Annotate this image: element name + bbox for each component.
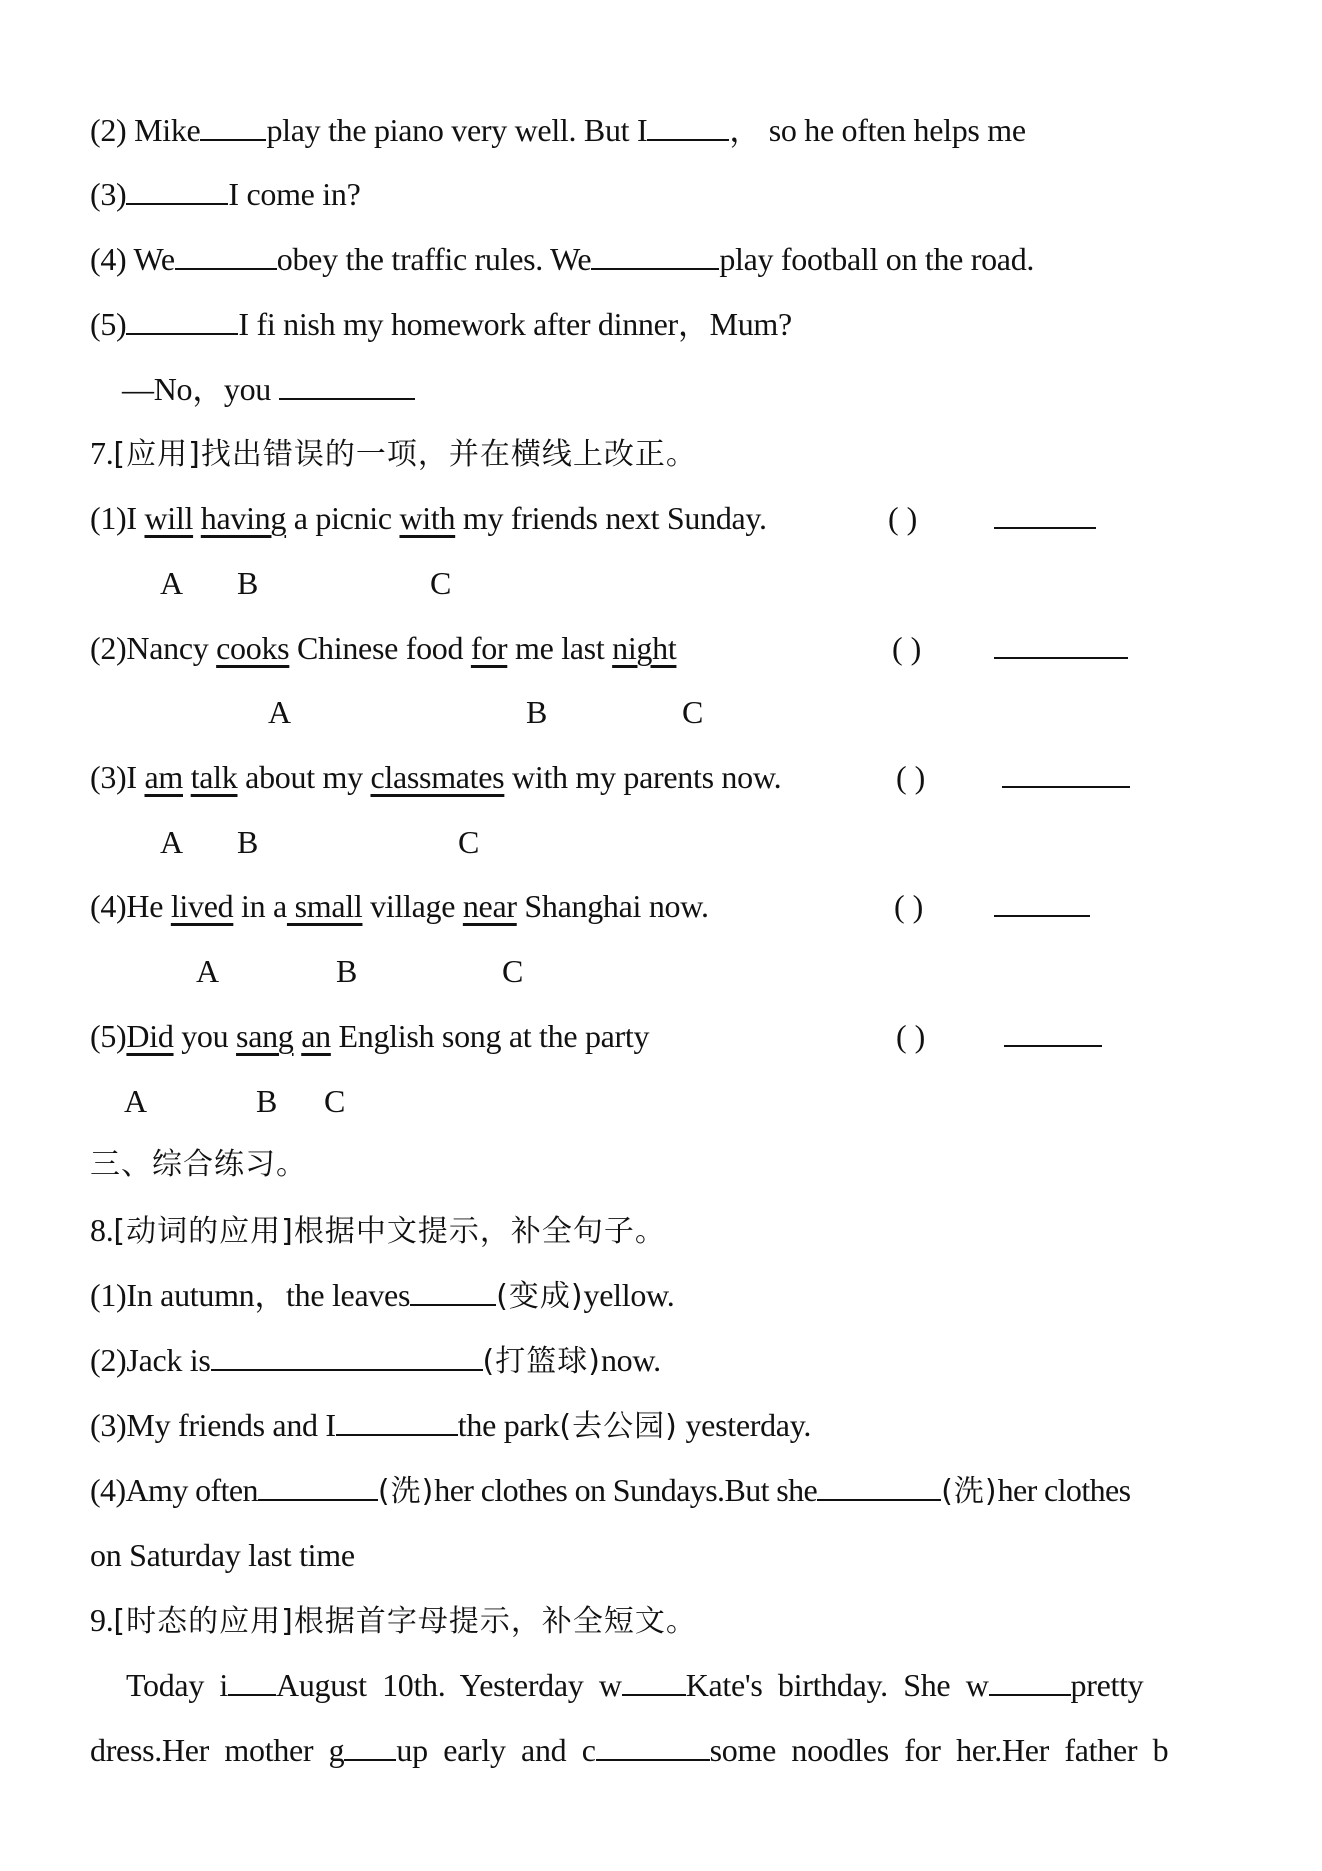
answer-paren[interactable]: ( ) (892, 630, 922, 666)
q8-sentence-4: (4)Amy often (洗)her clothes on Sundays.But she (洗)her clothes (90, 1468, 1130, 1514)
underlined-word-a: Did (126, 1018, 174, 1054)
text: (5) (90, 306, 127, 342)
chinese-hint: (洗) (377, 1474, 435, 1509)
answer-paren[interactable]: ( ) (896, 1018, 926, 1054)
answer-blank[interactable] (336, 1404, 458, 1436)
underlined-word-b: for (470, 630, 508, 666)
question-instruction: [时态的应用]根据首字母提示，补全短文。 (113, 1604, 697, 1639)
answer-blank[interactable] (989, 1664, 1071, 1696)
underlined-word-a: lived (170, 888, 234, 924)
q8-sentence-4-cont: on Saturday last time (90, 1537, 355, 1573)
chinese-hint: (变成) (496, 1279, 584, 1314)
q9-passage-line-2: dress.Her mother g up early and c some noodles for her.Her father b (90, 1728, 1168, 1772)
answer-blank[interactable] (622, 1664, 686, 1696)
option-label-b: B (237, 824, 259, 860)
q6-sentence-5 (90, 302, 792, 346)
q8-sentence-2: (2)Jack is (打篮球)now. (90, 1338, 661, 1384)
underlined-word-c: with (399, 500, 456, 536)
q8-sentence-1: (1)In autumn，the leaves (变成)yellow. (90, 1273, 674, 1319)
option-label-c: C (502, 953, 524, 989)
text: (3) (90, 176, 127, 212)
q7-title (90, 431, 697, 477)
answer-blank[interactable] (126, 303, 238, 335)
section-3-title: 三、综合练习。 (90, 1147, 307, 1182)
answer-blank[interactable] (596, 1729, 710, 1761)
text: play football on the road. (719, 241, 1035, 277)
q6-sentence-2 (90, 108, 1026, 152)
underlined-word-c: classmates (370, 759, 505, 795)
q7-item-1: (1)I will having a picnic with my friends next Sunday. (90, 500, 767, 536)
q7-item-5: (5)Did you sang an English song at the party (90, 1018, 650, 1054)
underlined-word-c: near (462, 888, 517, 924)
option-label-a: A (196, 953, 220, 989)
answer-blank[interactable] (647, 109, 729, 141)
question-instruction: [应用]找出错误的一项，并在横线上改正。 (113, 437, 697, 472)
answer-blank[interactable] (279, 368, 415, 400)
q7-item-2: (2)Nancy cooks Chinese food for me last night (90, 630, 677, 666)
text: I come in? (228, 176, 361, 212)
q9-title (90, 1598, 697, 1644)
answer-blank[interactable] (817, 1469, 941, 1501)
underlined-word-a: cooks (216, 630, 290, 666)
answer-blank[interactable] (258, 1469, 378, 1501)
text: —No，you (122, 371, 279, 407)
option-label-c: C (430, 565, 452, 601)
chinese-hint: (去公园) (559, 1409, 678, 1444)
option-label-c: C (682, 694, 704, 730)
answer-blank[interactable] (175, 238, 277, 270)
correction-blank[interactable] (1004, 1014, 1102, 1058)
text: ， so he often helps me (729, 112, 1026, 148)
option-label-c: C (458, 824, 480, 860)
underlined-word-a: will (144, 500, 194, 536)
question-instruction: [动词的应用]根据中文提示，补全句子。 (113, 1214, 666, 1249)
correction-blank[interactable] (994, 626, 1128, 670)
answer-paren[interactable]: ( ) (894, 888, 924, 924)
text: obey the traffic rules. We (276, 241, 592, 277)
question-number: 8. (90, 1212, 114, 1248)
correction-blank[interactable] (994, 496, 1096, 540)
answer-blank[interactable] (228, 1664, 276, 1696)
answer-paren[interactable]: ( ) (896, 759, 926, 795)
underlined-word-b: talk (190, 759, 238, 795)
option-label-a: A (160, 565, 184, 601)
answer-blank[interactable] (344, 1729, 396, 1761)
chinese-hint: (洗) (941, 1474, 998, 1509)
q7-item-3: (3)I am talk about my classmates with my parents now. (90, 759, 782, 795)
question-number: 9. (90, 1602, 114, 1638)
option-label-b: B (237, 565, 259, 601)
q6-sentence-4 (90, 237, 1034, 281)
option-label-a: A (124, 1083, 148, 1119)
chinese-hint: (打篮球) (482, 1344, 601, 1379)
question-number: 7. (90, 435, 114, 471)
answer-blank[interactable] (200, 109, 266, 141)
option-label-a: A (268, 694, 292, 730)
answer-blank[interactable] (410, 1274, 496, 1306)
answer-blank[interactable] (126, 173, 228, 205)
text: play the piano very well. But I (266, 112, 648, 148)
correction-blank[interactable] (994, 884, 1090, 928)
option-label-b: B (336, 953, 358, 989)
text: (4) We (90, 241, 175, 277)
option-label-c: C (324, 1083, 346, 1119)
text: I fi nish my homework after dinner，Mum? (238, 306, 792, 342)
option-label-b: B (256, 1083, 278, 1119)
q6-sentence-5-answer (122, 367, 415, 411)
option-label-a: A (160, 824, 184, 860)
correction-blank[interactable] (1002, 755, 1130, 799)
q8-title (90, 1208, 666, 1254)
underlined-word-b: having (200, 500, 287, 536)
q6-sentence-3 (90, 172, 360, 216)
underlined-word-b: sang (236, 1018, 294, 1054)
q9-passage-line-1: Today i August 10th. Yesterday w Kate's birthday. She w pretty (126, 1663, 1143, 1707)
underlined-word-c: night (612, 630, 677, 666)
underlined-word-c: an (301, 1018, 331, 1054)
text: (2) Mike (90, 112, 201, 148)
underlined-word-a: am (144, 759, 183, 795)
answer-blank[interactable] (591, 238, 719, 270)
q7-item-4: (4)He lived in a small village near Shanghai now. (90, 888, 709, 924)
answer-paren[interactable]: ( ) (888, 500, 918, 536)
q8-sentence-3: (3)My friends and I the park(去公园) yesterday. (90, 1403, 811, 1449)
underlined-word-b: small (286, 888, 363, 924)
answer-blank[interactable] (211, 1339, 483, 1371)
option-label-b: B (526, 694, 548, 730)
